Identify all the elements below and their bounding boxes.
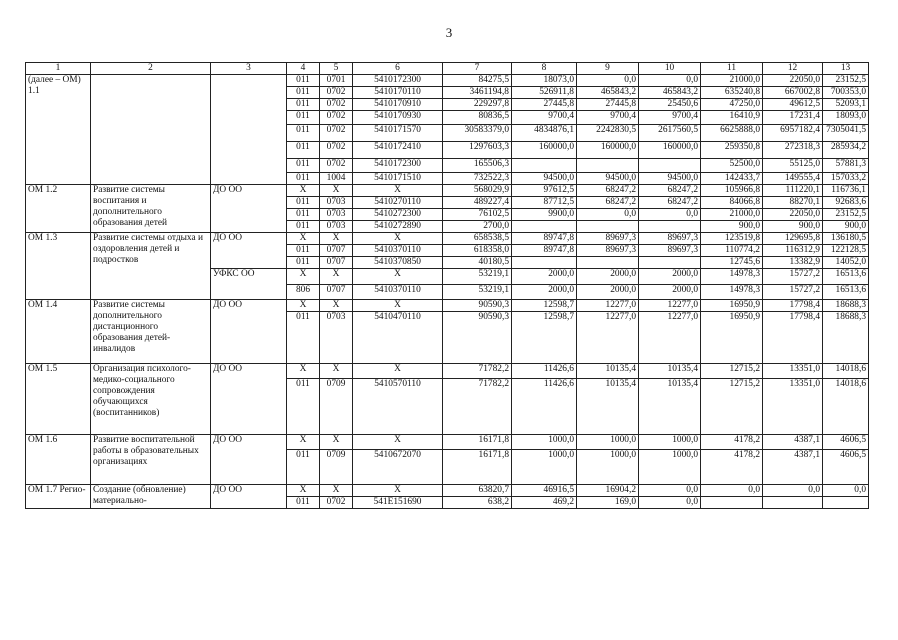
grbs-cell: 011 bbox=[287, 87, 320, 99]
grbs-cell: 011 bbox=[287, 257, 320, 269]
amount-cell: 4606,5 bbox=[823, 435, 869, 450]
column-header: 5 bbox=[320, 63, 353, 75]
measure-title-cell: Организация психолого-медико-социального сопровождения обучающихся (воспитанников) bbox=[91, 364, 211, 435]
executor-cell: УФКС ОО bbox=[211, 269, 287, 300]
grbs-cell: 011 bbox=[287, 111, 320, 125]
amount-cell: 160000,0 bbox=[577, 142, 639, 159]
amount-cell: 16904,2 bbox=[577, 485, 639, 497]
rzpr-cell: X bbox=[320, 233, 353, 245]
rzpr-cell: X bbox=[320, 185, 353, 197]
csr-cell: X bbox=[353, 233, 443, 245]
executor-cell: ДО ОО bbox=[211, 300, 287, 364]
amount-cell: 23152,5 bbox=[823, 75, 869, 87]
amount-cell: 9700,4 bbox=[577, 111, 639, 125]
csr-cell: 5410570110 bbox=[353, 379, 443, 435]
amount-cell: 0,0 bbox=[577, 209, 639, 221]
amount-cell: 16171,8 bbox=[443, 435, 512, 450]
amount-cell: 12277,0 bbox=[639, 300, 701, 312]
amount-cell: 89697,3 bbox=[639, 233, 701, 245]
measure-code-cell: ОМ 1.3 bbox=[26, 233, 91, 300]
amount-cell: 17231,4 bbox=[763, 111, 823, 125]
amount-cell: 489227,4 bbox=[443, 197, 512, 209]
measure-title-cell bbox=[91, 75, 211, 185]
rzpr-cell: 0701 bbox=[320, 75, 353, 87]
measure-code-cell: ОМ 1.2 bbox=[26, 185, 91, 233]
measure-code-cell: ОМ 1.7 Регио- bbox=[26, 485, 91, 509]
amount-cell: 18073,0 bbox=[512, 75, 577, 87]
table-row bbox=[26, 185, 869, 197]
table-row bbox=[26, 435, 869, 450]
amount-cell: 16950,9 bbox=[701, 300, 763, 312]
csr-cell: 5410171510 bbox=[353, 173, 443, 185]
amount-cell: 7305041,5 bbox=[823, 125, 869, 142]
amount-cell: 89697,3 bbox=[577, 245, 639, 257]
csr-cell: X bbox=[353, 435, 443, 450]
rzpr-cell: 1004 bbox=[320, 173, 353, 185]
amount-cell: 700353,0 bbox=[823, 87, 869, 99]
amount-cell: 0,0 bbox=[823, 485, 869, 497]
budget-table bbox=[25, 62, 869, 509]
amount-cell: 1000,0 bbox=[512, 435, 577, 450]
amount-cell: 2000,0 bbox=[512, 269, 577, 285]
grbs-cell: 011 bbox=[287, 312, 320, 364]
amount-cell: 63820,7 bbox=[443, 485, 512, 497]
amount-cell: 53219,1 bbox=[443, 269, 512, 285]
amount-cell: 259350,8 bbox=[701, 142, 763, 159]
column-header: 4 bbox=[287, 63, 320, 75]
measure-code-cell: (далее – ОМ) 1.1 bbox=[26, 75, 91, 185]
amount-cell: 16513,6 bbox=[823, 269, 869, 285]
amount-cell: 14978,3 bbox=[701, 269, 763, 285]
csr-cell: 5410171570 bbox=[353, 125, 443, 142]
amount-cell: 15727,2 bbox=[763, 269, 823, 285]
amount-cell: 272318,3 bbox=[763, 142, 823, 159]
executor-cell: ДО ОО bbox=[211, 364, 287, 435]
amount-cell: 84066,8 bbox=[701, 197, 763, 209]
csr-cell: X bbox=[353, 364, 443, 379]
amount-cell: 13351,0 bbox=[763, 364, 823, 379]
amount-cell: 732522,3 bbox=[443, 173, 512, 185]
rzpr-cell: 0703 bbox=[320, 197, 353, 209]
amount-cell: 52093,1 bbox=[823, 99, 869, 111]
amount-cell: 12715,2 bbox=[701, 379, 763, 435]
amount-cell: 2000,0 bbox=[577, 269, 639, 285]
amount-cell: 23152,5 bbox=[823, 209, 869, 221]
amount-cell: 1000,0 bbox=[577, 450, 639, 485]
amount-cell: 90590,3 bbox=[443, 312, 512, 364]
measure-code-cell: ОМ 1.4 bbox=[26, 300, 91, 364]
measure-title-cell: Создание (обновление) материально- bbox=[91, 485, 211, 509]
column-header: 11 bbox=[701, 63, 763, 75]
grbs-cell: 806 bbox=[287, 285, 320, 300]
amount-cell: 2000,0 bbox=[639, 269, 701, 285]
amount-cell: 21000,0 bbox=[701, 75, 763, 87]
rzpr-cell: X bbox=[320, 269, 353, 285]
measure-title-cell: Развитие системы дополнительного дистанционного образования детей-инвалидов bbox=[91, 300, 211, 364]
amount-cell: 14978,3 bbox=[701, 285, 763, 300]
amount-cell: 160000,0 bbox=[639, 142, 701, 159]
table-row bbox=[26, 300, 869, 312]
amount-cell: 89747,8 bbox=[512, 245, 577, 257]
amount-cell: 4834876,1 bbox=[512, 125, 577, 142]
amount-cell: 116312,9 bbox=[763, 245, 823, 257]
amount-cell: 1000,0 bbox=[639, 450, 701, 485]
csr-cell: 5410470110 bbox=[353, 312, 443, 364]
amount-cell: 900,0 bbox=[763, 221, 823, 233]
executor-cell bbox=[211, 75, 287, 185]
rzpr-cell: 0703 bbox=[320, 209, 353, 221]
amount-cell: 6957182,4 bbox=[763, 125, 823, 142]
amount-cell: 18093,0 bbox=[823, 111, 869, 125]
amount-cell: 94500,0 bbox=[577, 173, 639, 185]
table-body bbox=[26, 63, 869, 509]
rzpr-cell: 0709 bbox=[320, 450, 353, 485]
grbs-cell: X bbox=[287, 485, 320, 497]
executor-cell: ДО ОО bbox=[211, 435, 287, 485]
amount-cell: 2000,0 bbox=[577, 285, 639, 300]
amount-cell bbox=[639, 257, 701, 269]
grbs-cell: 011 bbox=[287, 197, 320, 209]
amount-cell: 526911,8 bbox=[512, 87, 577, 99]
csr-cell: 5410170910 bbox=[353, 99, 443, 111]
amount-cell: 12277,0 bbox=[639, 312, 701, 364]
amount-cell: 68247,2 bbox=[639, 185, 701, 197]
rzpr-cell: 0703 bbox=[320, 312, 353, 364]
amount-cell: 285934,2 bbox=[823, 142, 869, 159]
amount-cell: 68247,2 bbox=[577, 185, 639, 197]
amount-cell bbox=[512, 159, 577, 173]
amount-cell: 88270,1 bbox=[763, 197, 823, 209]
amount-cell: 0,0 bbox=[639, 485, 701, 497]
amount-cell: 14052,0 bbox=[823, 257, 869, 269]
rzpr-cell: 0702 bbox=[320, 142, 353, 159]
amount-cell: 84275,5 bbox=[443, 75, 512, 87]
amount-cell: 2000,0 bbox=[639, 285, 701, 300]
amount-cell: 667002,8 bbox=[763, 87, 823, 99]
column-header: 6 bbox=[353, 63, 443, 75]
amount-cell: 68247,2 bbox=[577, 197, 639, 209]
amount-cell: 13351,0 bbox=[763, 379, 823, 435]
amount-cell: 57881,3 bbox=[823, 159, 869, 173]
amount-cell: 89697,3 bbox=[639, 245, 701, 257]
table-row bbox=[26, 364, 869, 379]
amount-cell: 136180,5 bbox=[823, 233, 869, 245]
csr-cell: 541E151690 bbox=[353, 497, 443, 509]
amount-cell: 122128,5 bbox=[823, 245, 869, 257]
amount-cell: 900,0 bbox=[823, 221, 869, 233]
amount-cell: 149555,4 bbox=[763, 173, 823, 185]
amount-cell bbox=[577, 159, 639, 173]
amount-cell: 4178,2 bbox=[701, 450, 763, 485]
amount-cell: 76102,5 bbox=[443, 209, 512, 221]
amount-cell: 0,0 bbox=[639, 75, 701, 87]
amount-cell: 94500,0 bbox=[639, 173, 701, 185]
rzpr-cell: X bbox=[320, 364, 353, 379]
csr-cell: X bbox=[353, 269, 443, 285]
amount-cell: 116736,1 bbox=[823, 185, 869, 197]
measure-code-cell: ОМ 1.5 bbox=[26, 364, 91, 435]
rzpr-cell: 0707 bbox=[320, 257, 353, 269]
amount-cell: 12277,0 bbox=[577, 300, 639, 312]
amount-cell: 9700,4 bbox=[639, 111, 701, 125]
amount-cell: 18688,3 bbox=[823, 300, 869, 312]
amount-cell: 157033,2 bbox=[823, 173, 869, 185]
table-row bbox=[26, 485, 869, 497]
amount-cell bbox=[823, 497, 869, 509]
amount-cell: 89747,8 bbox=[512, 233, 577, 245]
csr-cell: X bbox=[353, 300, 443, 312]
amount-cell: 4387,1 bbox=[763, 450, 823, 485]
table-row bbox=[26, 233, 869, 245]
amount-cell bbox=[577, 257, 639, 269]
grbs-cell: X bbox=[287, 435, 320, 450]
amount-cell: 11426,6 bbox=[512, 364, 577, 379]
amount-cell: 94500,0 bbox=[512, 173, 577, 185]
amount-cell: 17798,4 bbox=[763, 312, 823, 364]
amount-cell: 14018,6 bbox=[823, 364, 869, 379]
amount-cell: 165506,3 bbox=[443, 159, 512, 173]
measure-title-cell: Развитие системы отдыха и оздоровления детей и подростков bbox=[91, 233, 211, 300]
amount-cell: 1000,0 bbox=[512, 450, 577, 485]
amount-cell: 10135,4 bbox=[639, 364, 701, 379]
csr-cell: 5410370110 bbox=[353, 245, 443, 257]
column-header: 3 bbox=[211, 63, 287, 75]
amount-cell: 22050,0 bbox=[763, 209, 823, 221]
amount-cell bbox=[577, 221, 639, 233]
amount-cell: 3461194,8 bbox=[443, 87, 512, 99]
amount-cell: 2000,0 bbox=[512, 285, 577, 300]
amount-cell: 638,2 bbox=[443, 497, 512, 509]
csr-cell: 5410172300 bbox=[353, 75, 443, 87]
grbs-cell: 011 bbox=[287, 142, 320, 159]
amount-cell: 53219,1 bbox=[443, 285, 512, 300]
column-header: 12 bbox=[763, 63, 823, 75]
csr-cell: 5410170930 bbox=[353, 111, 443, 125]
rzpr-cell: X bbox=[320, 435, 353, 450]
amount-cell: 16513,6 bbox=[823, 285, 869, 300]
column-header: 9 bbox=[577, 63, 639, 75]
rzpr-cell: 0702 bbox=[320, 497, 353, 509]
executor-cell: ДО ОО bbox=[211, 485, 287, 509]
amount-cell: 2700,0 bbox=[443, 221, 512, 233]
amount-cell: 18688,3 bbox=[823, 312, 869, 364]
amount-cell: 4387,1 bbox=[763, 435, 823, 450]
amount-cell: 465843,2 bbox=[577, 87, 639, 99]
amount-cell: 27445,8 bbox=[512, 99, 577, 111]
amount-cell: 49612,5 bbox=[763, 99, 823, 111]
rzpr-cell: 0702 bbox=[320, 159, 353, 173]
amount-cell: 0,0 bbox=[639, 209, 701, 221]
csr-cell: 5410370850 bbox=[353, 257, 443, 269]
amount-cell: 14018,6 bbox=[823, 379, 869, 435]
amount-cell: 0,0 bbox=[639, 497, 701, 509]
rzpr-cell: 0702 bbox=[320, 99, 353, 111]
column-header: 7 bbox=[443, 63, 512, 75]
amount-cell: 55125,0 bbox=[763, 159, 823, 173]
amount-cell: 10135,4 bbox=[639, 379, 701, 435]
amount-cell: 0,0 bbox=[577, 75, 639, 87]
amount-cell: 87712,5 bbox=[512, 197, 577, 209]
rzpr-cell: 0702 bbox=[320, 125, 353, 142]
amount-cell: 47250,0 bbox=[701, 99, 763, 111]
amount-cell: 16950,9 bbox=[701, 312, 763, 364]
amount-cell: 635240,8 bbox=[701, 87, 763, 99]
amount-cell: 4178,2 bbox=[701, 435, 763, 450]
csr-cell: 5410272300 bbox=[353, 209, 443, 221]
rzpr-cell: 0707 bbox=[320, 285, 353, 300]
amount-cell: 11426,6 bbox=[512, 379, 577, 435]
grbs-cell: 011 bbox=[287, 75, 320, 87]
csr-cell: 5410172300 bbox=[353, 159, 443, 173]
grbs-cell: 011 bbox=[287, 159, 320, 173]
amount-cell bbox=[512, 221, 577, 233]
csr-cell: X bbox=[353, 485, 443, 497]
amount-cell: 12715,2 bbox=[701, 364, 763, 379]
page-number: 3 bbox=[445, 25, 453, 40]
grbs-cell: 011 bbox=[287, 209, 320, 221]
amount-cell bbox=[639, 159, 701, 173]
csr-cell: 5410172410 bbox=[353, 142, 443, 159]
grbs-cell: X bbox=[287, 269, 320, 285]
amount-cell: 10135,4 bbox=[577, 364, 639, 379]
amount-cell: 111220,1 bbox=[763, 185, 823, 197]
amount-cell: 92683,6 bbox=[823, 197, 869, 209]
rzpr-cell: X bbox=[320, 485, 353, 497]
grbs-cell: 011 bbox=[287, 245, 320, 257]
column-number-row bbox=[26, 63, 869, 75]
amount-cell: 12598,7 bbox=[512, 300, 577, 312]
measure-title-cell: Развитие воспитательной работы в образовательных организациях bbox=[91, 435, 211, 485]
grbs-cell: X bbox=[287, 364, 320, 379]
csr-cell: X bbox=[353, 185, 443, 197]
amount-cell: 465843,2 bbox=[639, 87, 701, 99]
amount-cell: 469,2 bbox=[512, 497, 577, 509]
amount-cell: 9900,0 bbox=[512, 209, 577, 221]
amount-cell: 15727,2 bbox=[763, 285, 823, 300]
amount-cell: 6625888,0 bbox=[701, 125, 763, 142]
amount-cell: 27445,8 bbox=[577, 99, 639, 111]
measure-title-cell: Развитие системы воспитания и дополнительного образования детей bbox=[91, 185, 211, 233]
executor-cell: ДО ОО bbox=[211, 185, 287, 233]
amount-cell: 97612,5 bbox=[512, 185, 577, 197]
amount-cell: 4606,5 bbox=[823, 450, 869, 485]
amount-cell: 80836,5 bbox=[443, 111, 512, 125]
amount-cell: 68247,2 bbox=[639, 197, 701, 209]
amount-cell bbox=[512, 257, 577, 269]
column-header: 13 bbox=[823, 63, 869, 75]
amount-cell: 46916,5 bbox=[512, 485, 577, 497]
amount-cell: 12598,7 bbox=[512, 312, 577, 364]
grbs-cell: 011 bbox=[287, 450, 320, 485]
amount-cell: 1000,0 bbox=[577, 435, 639, 450]
amount-cell: 90590,3 bbox=[443, 300, 512, 312]
amount-cell: 16171,8 bbox=[443, 450, 512, 485]
amount-cell: 160000,0 bbox=[512, 142, 577, 159]
amount-cell: 1297603,3 bbox=[443, 142, 512, 159]
amount-cell: 30583379,0 bbox=[443, 125, 512, 142]
csr-cell: 5410672070 bbox=[353, 450, 443, 485]
measure-code-cell: ОМ 1.6 bbox=[26, 435, 91, 485]
amount-cell: 40180,5 bbox=[443, 257, 512, 269]
amount-cell: 110774,2 bbox=[701, 245, 763, 257]
amount-cell: 0,0 bbox=[701, 485, 763, 497]
rzpr-cell: 0702 bbox=[320, 87, 353, 99]
amount-cell: 2617560,5 bbox=[639, 125, 701, 142]
csr-cell: 5410370110 bbox=[353, 285, 443, 300]
amount-cell: 568029,9 bbox=[443, 185, 512, 197]
amount-cell bbox=[639, 221, 701, 233]
amount-cell: 142433,7 bbox=[701, 173, 763, 185]
grbs-cell: X bbox=[287, 185, 320, 197]
amount-cell: 0,0 bbox=[763, 485, 823, 497]
amount-cell: 12277,0 bbox=[577, 312, 639, 364]
rzpr-cell: X bbox=[320, 300, 353, 312]
amount-cell: 129695,8 bbox=[763, 233, 823, 245]
rzpr-cell: 0703 bbox=[320, 221, 353, 233]
amount-cell: 22050,0 bbox=[763, 75, 823, 87]
column-header: 8 bbox=[512, 63, 577, 75]
amount-cell: 17798,4 bbox=[763, 300, 823, 312]
csr-cell: 5410272890 bbox=[353, 221, 443, 233]
amount-cell: 12745,6 bbox=[701, 257, 763, 269]
amount-cell: 16410,9 bbox=[701, 111, 763, 125]
csr-cell: 5410170110 bbox=[353, 87, 443, 99]
column-header: 1 bbox=[26, 63, 91, 75]
column-header: 2 bbox=[91, 63, 211, 75]
amount-cell bbox=[763, 497, 823, 509]
amount-cell: 13382,9 bbox=[763, 257, 823, 269]
amount-cell: 9700,4 bbox=[512, 111, 577, 125]
amount-cell: 21000,0 bbox=[701, 209, 763, 221]
grbs-cell: 011 bbox=[287, 173, 320, 185]
amount-cell: 900,0 bbox=[701, 221, 763, 233]
amount-cell: 123519,8 bbox=[701, 233, 763, 245]
amount-cell: 658538,5 bbox=[443, 233, 512, 245]
amount-cell: 105966,8 bbox=[701, 185, 763, 197]
amount-cell: 229297,8 bbox=[443, 99, 512, 111]
amount-cell: 89697,3 bbox=[577, 233, 639, 245]
executor-cell: ДО ОО bbox=[211, 233, 287, 269]
table-row bbox=[26, 75, 869, 87]
grbs-cell: X bbox=[287, 300, 320, 312]
amount-cell: 169,0 bbox=[577, 497, 639, 509]
amount-cell: 10135,4 bbox=[577, 379, 639, 435]
grbs-cell: X bbox=[287, 233, 320, 245]
rzpr-cell: 0702 bbox=[320, 111, 353, 125]
grbs-cell: 011 bbox=[287, 497, 320, 509]
rzpr-cell: 0709 bbox=[320, 379, 353, 435]
amount-cell: 71782,2 bbox=[443, 364, 512, 379]
grbs-cell: 011 bbox=[287, 221, 320, 233]
grbs-cell: 011 bbox=[287, 125, 320, 142]
amount-cell: 2242830,5 bbox=[577, 125, 639, 142]
column-header: 10 bbox=[639, 63, 701, 75]
csr-cell: 5410270110 bbox=[353, 197, 443, 209]
amount-cell: 52500,0 bbox=[701, 159, 763, 173]
amount-cell: 25450,6 bbox=[639, 99, 701, 111]
grbs-cell: 011 bbox=[287, 99, 320, 111]
grbs-cell: 011 bbox=[287, 379, 320, 435]
amount-cell: 1000,0 bbox=[639, 435, 701, 450]
amount-cell bbox=[701, 497, 763, 509]
amount-cell: 71782,2 bbox=[443, 379, 512, 435]
rzpr-cell: 0707 bbox=[320, 245, 353, 257]
amount-cell: 618358,0 bbox=[443, 245, 512, 257]
